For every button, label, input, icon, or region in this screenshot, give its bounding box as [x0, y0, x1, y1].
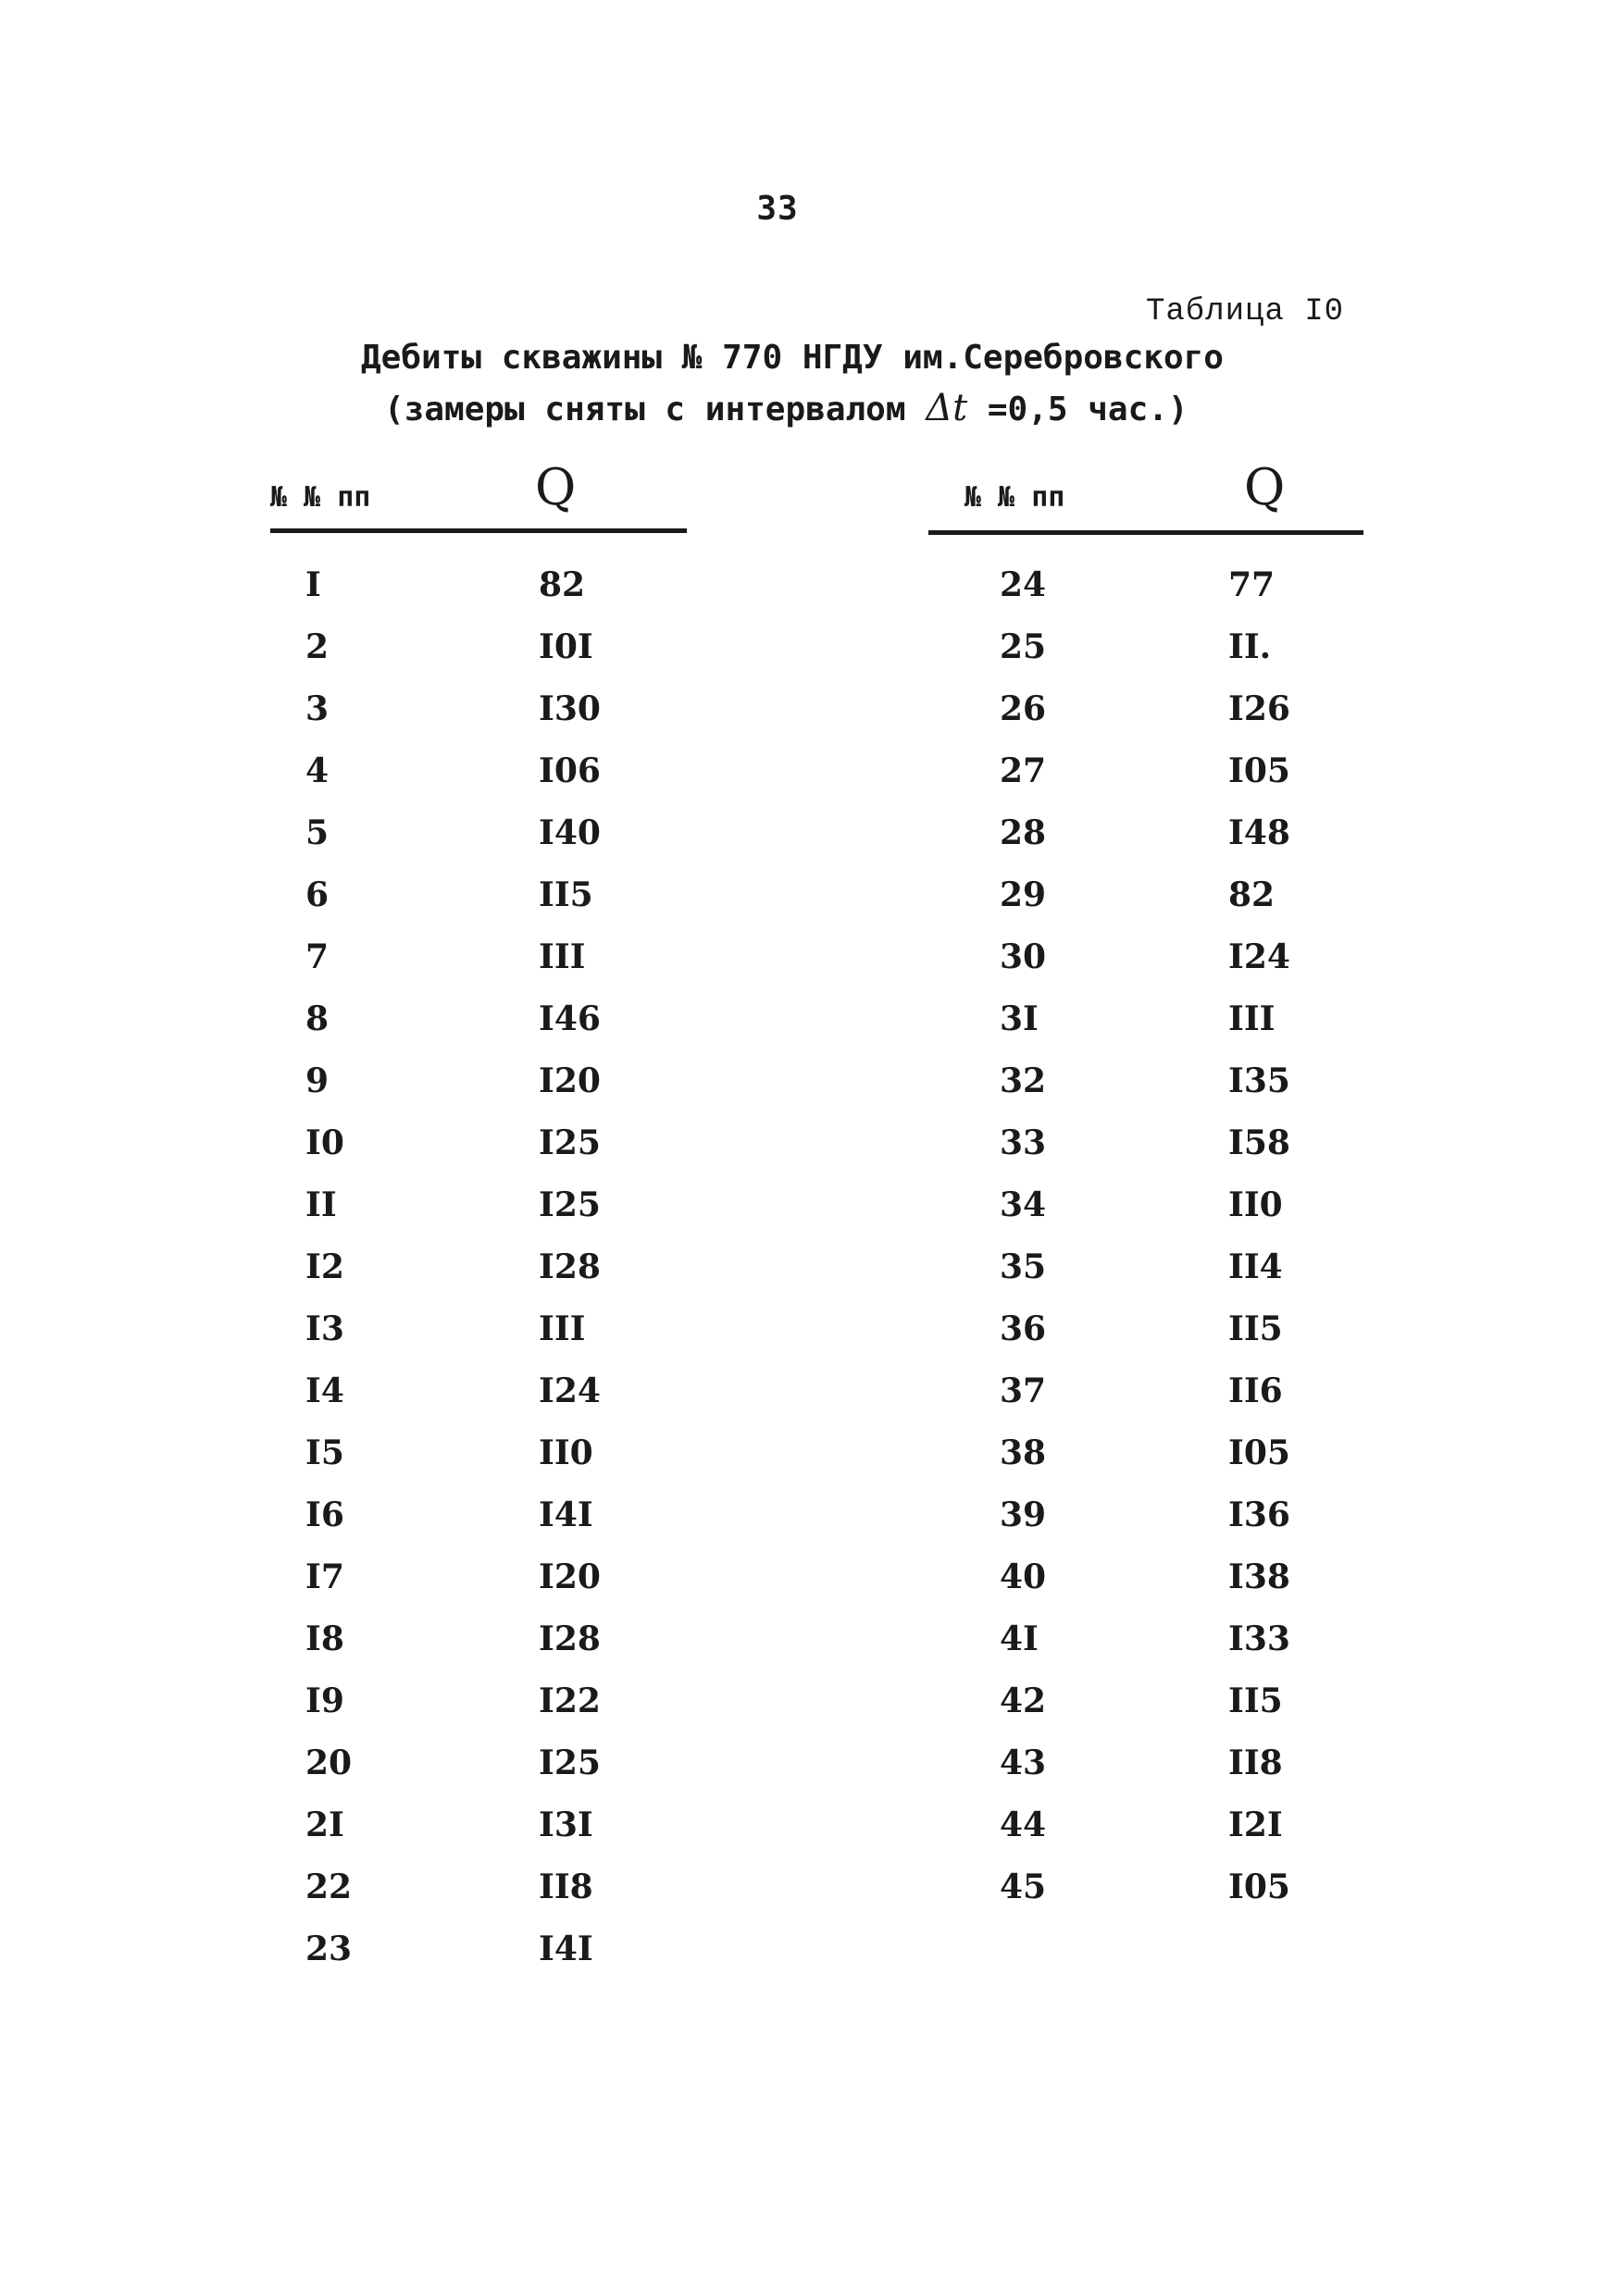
flow-rate-value: I22: [539, 1682, 601, 1720]
table-row: [1000, 1744, 1290, 1806]
table-label: Таблица I0: [1146, 294, 1345, 329]
row-number: I9: [305, 1682, 344, 1720]
table-row: [305, 1868, 601, 1930]
flow-rate-value: I28: [539, 1620, 601, 1658]
row-number: 28: [1000, 813, 1047, 852]
right-header-rule: [928, 530, 1363, 535]
table-row: [305, 1558, 601, 1620]
row-number: 3: [305, 689, 330, 728]
row-number: 5: [305, 813, 330, 852]
flow-rate-value: I2I: [1228, 1806, 1283, 1844]
flow-rate-value: I58: [1228, 1123, 1290, 1162]
flow-rate-value: I28: [539, 1247, 601, 1286]
flow-rate-value: I05: [1228, 1433, 1290, 1472]
table-row: [305, 690, 601, 752]
table-row: [1000, 814, 1290, 876]
flow-rate-value: II5: [1228, 1309, 1283, 1348]
table-row: [1000, 1620, 1290, 1682]
flow-rate-value: 82: [539, 565, 586, 604]
table-row: [305, 566, 601, 628]
row-number: 2I: [305, 1806, 344, 1844]
table-row: [1000, 1000, 1290, 1062]
flow-rate-value: I4I: [539, 1930, 593, 1968]
flow-rate-value: II8: [1228, 1744, 1283, 1782]
table-row: [305, 1372, 601, 1434]
row-number: 39: [1000, 1496, 1047, 1534]
table-row: [1000, 1062, 1290, 1124]
flow-rate-value: II6: [1228, 1371, 1283, 1410]
row-number: 35: [1000, 1247, 1047, 1286]
table-row: [1000, 1434, 1290, 1496]
row-number: 20: [305, 1744, 353, 1782]
table-row: [305, 1000, 601, 1062]
table-row: [305, 752, 601, 814]
subtitle-text-end: =0,5 час.): [967, 391, 1189, 428]
left-data-column: [305, 566, 601, 1992]
flow-rate-value: I48: [1228, 813, 1290, 852]
flow-rate-value: I30: [539, 689, 601, 728]
flow-rate-value: II0: [1228, 1185, 1283, 1224]
flow-rate-value: I06: [539, 751, 601, 790]
table-row: [1000, 1372, 1290, 1434]
table-row: [305, 1248, 601, 1310]
row-number: 23: [305, 1930, 353, 1968]
delta-t-symbol: Δt: [926, 387, 968, 429]
flow-rate-value: II5: [539, 875, 593, 914]
row-number: 8: [305, 999, 330, 1038]
flow-rate-value: I24: [1228, 937, 1290, 976]
row-number: 4I: [1000, 1620, 1039, 1658]
page-number: 33: [756, 190, 799, 228]
row-number: 45: [1000, 1868, 1047, 1906]
flow-rate-value: I46: [539, 999, 601, 1038]
table-row: [305, 1310, 601, 1372]
table-row: [305, 876, 601, 938]
table-row: [1000, 1248, 1290, 1310]
row-number: 30: [1000, 937, 1047, 976]
row-number: I: [305, 565, 321, 604]
table-row: [1000, 628, 1290, 690]
row-number: 37: [1000, 1371, 1047, 1410]
row-number: 9: [305, 1061, 330, 1100]
right-number-header: № № пп: [965, 481, 1065, 514]
flow-rate-value: II8: [539, 1868, 593, 1906]
left-q-header: Q: [535, 458, 577, 516]
flow-rate-value: III: [539, 937, 586, 976]
table-row: [305, 628, 601, 690]
table-row: [1000, 1868, 1290, 1930]
row-number: 33: [1000, 1123, 1047, 1162]
row-number: 24: [1000, 565, 1047, 604]
row-number: 2: [305, 627, 330, 666]
row-number: 6: [305, 875, 330, 914]
row-number: I5: [305, 1433, 344, 1472]
table-row: [1000, 1806, 1290, 1868]
flow-rate-value: I4I: [539, 1496, 593, 1534]
table-row: [305, 1124, 601, 1186]
flow-rate-value: II5: [1228, 1682, 1283, 1720]
table-row: [305, 1620, 601, 1682]
right-q-header: Q: [1244, 458, 1286, 516]
flow-rate-value: I0I: [539, 627, 593, 666]
table-row: [1000, 1310, 1290, 1372]
right-data-column: [1000, 566, 1290, 1930]
flow-rate-value: I26: [1228, 689, 1290, 728]
table-row: [305, 1434, 601, 1496]
flow-rate-value: I36: [1228, 1496, 1290, 1534]
flow-rate-value: I38: [1228, 1558, 1290, 1596]
flow-rate-value: I40: [539, 813, 601, 852]
flow-rate-value: I3I: [539, 1806, 593, 1844]
table-title: Дебиты скважины № 770 НГДУ им.Серебровского: [361, 339, 1224, 377]
table-row: [1000, 938, 1290, 1000]
flow-rate-value: II4: [1228, 1247, 1283, 1286]
flow-rate-value: III: [539, 1309, 586, 1348]
table-row: [305, 1682, 601, 1744]
flow-rate-value: I35: [1228, 1061, 1290, 1100]
row-number: 43: [1000, 1744, 1047, 1782]
flow-rate-value: I20: [539, 1061, 601, 1100]
flow-rate-value: I33: [1228, 1620, 1290, 1658]
flow-rate-value: I25: [539, 1185, 601, 1224]
row-number: 27: [1000, 751, 1047, 790]
flow-rate-value: I20: [539, 1558, 601, 1596]
left-header-rule: [270, 528, 687, 533]
row-number: 3I: [1000, 999, 1039, 1038]
flow-rate-value: I25: [539, 1744, 601, 1782]
row-number: 34: [1000, 1185, 1047, 1224]
table-row: [1000, 876, 1290, 938]
table-row: [305, 814, 601, 876]
table-row: [305, 1930, 601, 1992]
flow-rate-value: III: [1228, 999, 1276, 1038]
table-row: [1000, 1124, 1290, 1186]
flow-rate-value: 82: [1228, 875, 1276, 914]
row-number: 42: [1000, 1682, 1047, 1720]
flow-rate-value: I25: [539, 1123, 601, 1162]
row-number: 29: [1000, 875, 1047, 914]
left-number-header: № № пп: [270, 481, 371, 514]
row-number: 26: [1000, 689, 1047, 728]
row-number: 4: [305, 751, 330, 790]
table-row: [1000, 566, 1290, 628]
row-number: 22: [305, 1868, 353, 1906]
table-row: [1000, 1558, 1290, 1620]
table-row: [1000, 1682, 1290, 1744]
row-number: II: [305, 1185, 337, 1224]
table-row: [305, 1062, 601, 1124]
flow-rate-value: I24: [539, 1371, 601, 1410]
table-row: [305, 1186, 601, 1248]
subtitle-text-start: (замеры сняты с интервалом: [384, 391, 927, 428]
flow-rate-value: I05: [1228, 1868, 1290, 1906]
table-row: [305, 938, 601, 1000]
row-number: I0: [305, 1123, 344, 1162]
row-number: 7: [305, 937, 330, 976]
flow-rate-value: II0: [539, 1433, 593, 1472]
table-row: [1000, 690, 1290, 752]
table-row: [305, 1496, 601, 1558]
row-number: I7: [305, 1558, 344, 1596]
flow-rate-value: I05: [1228, 751, 1290, 790]
table-row: [1000, 1496, 1290, 1558]
table-row: [305, 1744, 601, 1806]
row-number: 36: [1000, 1309, 1047, 1348]
flow-rate-value: II.: [1228, 627, 1272, 666]
row-number: 44: [1000, 1806, 1047, 1844]
table-row: [1000, 1186, 1290, 1248]
row-number: 32: [1000, 1061, 1047, 1100]
row-number: I8: [305, 1620, 344, 1658]
table-row: [305, 1806, 601, 1868]
row-number: 40: [1000, 1558, 1047, 1596]
row-number: 38: [1000, 1433, 1047, 1472]
row-number: 25: [1000, 627, 1047, 666]
row-number: I6: [305, 1496, 344, 1534]
row-number: I4: [305, 1371, 344, 1410]
row-number: I2: [305, 1247, 344, 1286]
table-row: [1000, 752, 1290, 814]
table-subtitle: [384, 387, 1189, 429]
flow-rate-value: 77: [1228, 565, 1276, 604]
row-number: I3: [305, 1309, 344, 1348]
